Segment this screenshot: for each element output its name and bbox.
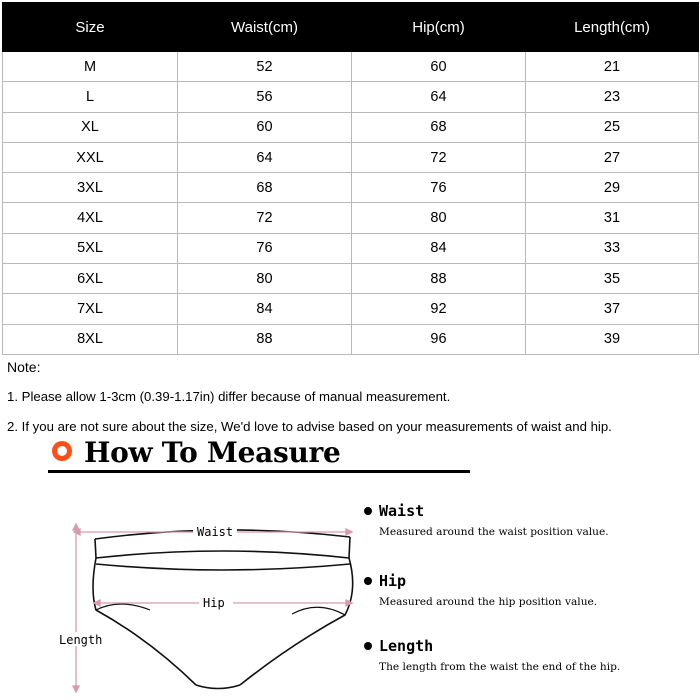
header-waist: Waist(cm) (178, 3, 352, 52)
measurement-description: Measured around the waist position value. (379, 526, 609, 538)
table-cell: 76 (178, 233, 352, 263)
table-cell: 3XL (3, 173, 178, 203)
bullet-dot-icon (364, 507, 372, 515)
table-cell: 84 (178, 294, 352, 324)
table-cell: 64 (352, 82, 526, 112)
table-cell: 80 (352, 203, 526, 233)
table-cell: 72 (178, 203, 352, 233)
how-to-measure-title: How To Measure (84, 436, 341, 469)
title-underline (48, 470, 470, 473)
table-cell: XL (3, 112, 178, 142)
bullet-dot-icon (364, 577, 372, 585)
table-cell: 35 (526, 264, 699, 294)
table-cell: 68 (178, 173, 352, 203)
note-title: Note: (7, 359, 41, 375)
measurement-name: Waist (379, 502, 425, 520)
diagram-waist-label: Waist (197, 525, 234, 539)
measurement-name: Length (379, 637, 434, 655)
table-cell: 8XL (3, 324, 178, 354)
measurement-description: Measured around the hip position value. (379, 596, 598, 608)
table-cell: 39 (526, 324, 699, 354)
table-cell: 4XL (3, 203, 178, 233)
table-cell: 60 (178, 112, 352, 142)
table-cell: 27 (526, 142, 699, 172)
table-cell: 80 (178, 264, 352, 294)
size-chart-table (2, 2, 699, 355)
table-cell: 6XL (3, 264, 178, 294)
header-hip: Hip(cm) (352, 3, 526, 52)
measurement-name: Hip (379, 572, 407, 590)
table-cell: 52 (178, 52, 352, 82)
table-cell: 60 (352, 52, 526, 82)
measurement-length (364, 637, 620, 673)
note-item-1: 1. Please allow 1-3cm (0.39-1.17in) differ because of manual measurement. (7, 389, 451, 404)
underwear-measurement-diagram (0, 480, 365, 700)
table-row (3, 324, 699, 354)
table-cell: 88 (178, 324, 352, 354)
table-row (3, 173, 699, 203)
diagram-length-label: Length (59, 633, 103, 647)
table-row (3, 233, 699, 263)
table-cell: 76 (352, 173, 526, 203)
table-cell: 37 (526, 294, 699, 324)
table-cell: 96 (352, 324, 526, 354)
table-cell: 72 (352, 142, 526, 172)
table-cell: M (3, 52, 178, 82)
table-row (3, 142, 699, 172)
table-cell: XXL (3, 142, 178, 172)
table-row (3, 203, 699, 233)
table-cell: 68 (352, 112, 526, 142)
ring-bullet-icon (52, 441, 72, 461)
table-cell: 92 (352, 294, 526, 324)
bullet-dot-icon (364, 642, 372, 650)
table-row (3, 82, 699, 112)
table-cell: 56 (178, 82, 352, 112)
table-row (3, 52, 699, 82)
header-length: Length(cm) (526, 3, 699, 52)
table-cell: 64 (178, 142, 352, 172)
measurement-waist (364, 502, 609, 538)
table-cell: 5XL (3, 233, 178, 263)
table-header-row (3, 3, 699, 52)
table-cell: 33 (526, 233, 699, 263)
table-row (3, 264, 699, 294)
table-cell: L (3, 82, 178, 112)
header-size: Size (3, 3, 178, 52)
table-cell: 29 (526, 173, 699, 203)
measurement-hip (364, 572, 597, 608)
table-cell: 88 (352, 264, 526, 294)
diagram-hip-label: Hip (203, 596, 225, 610)
measurement-description: The length from the waist the end of the hip. (379, 661, 621, 673)
table-cell: 21 (526, 52, 699, 82)
note-item-2: 2. If you are not sure about the size, We'd love to advise based on your measurements of waist and hip. (7, 419, 612, 434)
table-cell: 31 (526, 203, 699, 233)
table-cell: 25 (526, 112, 699, 142)
table-row (3, 294, 699, 324)
table-row (3, 112, 699, 142)
table-cell: 84 (352, 233, 526, 263)
table-cell: 23 (526, 82, 699, 112)
table-cell: 7XL (3, 294, 178, 324)
